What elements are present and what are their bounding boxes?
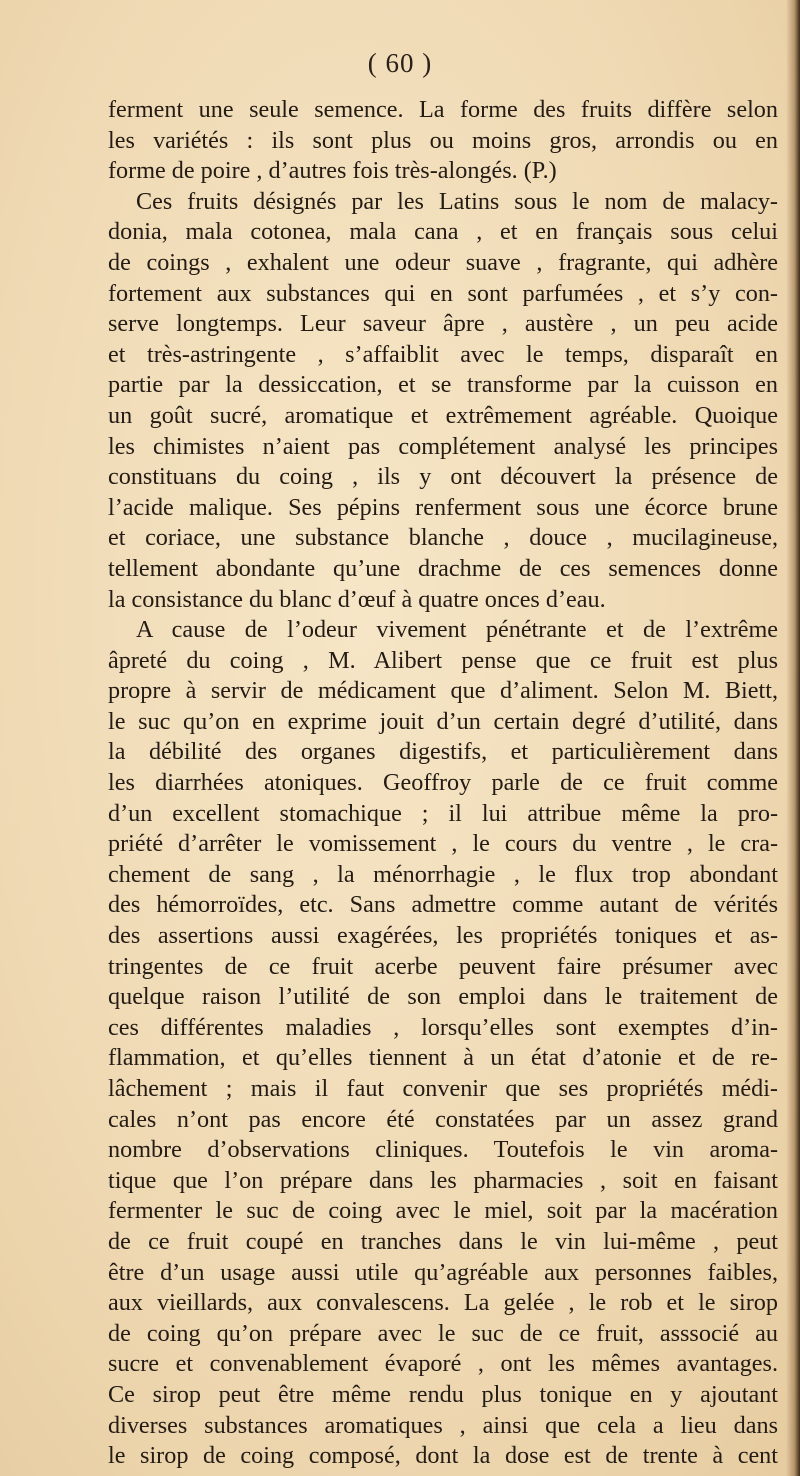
text-line: la débilité des organes digestifs, et particulièrement dans — [108, 738, 778, 766]
text-line: de ce fruit coupé en tranches dans le vin lui-même , peut — [108, 1227, 778, 1255]
text-line: l’acide malique. Ses pépins renferment sous une écorce brune — [108, 493, 778, 521]
text-line: la consistance du blanc d’œuf à quatre onces d’eau. — [108, 585, 606, 613]
text-line: ces différentes maladies , lorsqu’elles sont exemptes d’in- — [108, 1013, 778, 1041]
text-line: priété d’arrêter le vomissement , le cours du ventre , le cra- — [108, 830, 778, 858]
text-line: de coings , exhalent une odeur suave , fragrante, qui adhère — [108, 248, 778, 276]
text-line: tique que l’on prépare dans les pharmacies , soit en faisant — [108, 1166, 778, 1194]
text-line: fortement aux substances qui en sont parfumées , et s’y con- — [108, 279, 778, 307]
text-line: de coing qu’on prépare avec le suc de ce fruit, asssocié au — [108, 1319, 778, 1347]
text-line: constituans du coing , ils y ont découvert la présence de — [108, 463, 778, 491]
text-line: fermenter le suc de coing avec le miel, soit par la macération — [108, 1197, 778, 1225]
text-line: d’un excellent stomachique ; il lui attribue même la pro- — [108, 799, 778, 827]
text-line: être d’un usage aussi utile qu’agréable aux personnes faibles, — [108, 1258, 778, 1286]
text-line: et coriace, une substance blanche , douce , mucilagineuse, — [108, 524, 778, 552]
text-line: des hémorroïdes, etc. Sans admettre comme autant de vérités — [108, 891, 778, 919]
text-line: les variétés : ils sont plus ou moins gros, arrondis ou en — [108, 126, 778, 154]
text-line: les diarrhées atoniques. Geoffroy parle de ce fruit comme — [108, 769, 778, 797]
text-line: cales n’ont pas encore été constatées par un assez grand — [108, 1105, 778, 1133]
text-line: A cause de l’odeur vivement pénétrante et de l’extrême — [136, 616, 778, 644]
page-edge-shadow — [786, 0, 800, 1476]
text-line: flammation, et qu’elles tiennent à un état d’atonie et de re- — [108, 1044, 778, 1072]
text-line: donia, mala cotonea, mala cana , et en français sous celui — [108, 218, 778, 246]
text-line: aux vieillards, aux convalescens. La gelée , le rob et le sirop — [108, 1289, 778, 1317]
text-line: les chimistes n’aient pas complétement analysé les principes — [108, 432, 778, 460]
text-line: forme de poire , d’autres fois très-alongés. (P.) — [108, 157, 557, 185]
text-line: quelque raison l’utilité de son emploi dans le traitement de — [108, 983, 778, 1011]
text-line: partie par la dessiccation, et se transforme par la cuisson en — [108, 371, 778, 399]
text-line: diverses substances aromatiques , ainsi que cela a lieu dans — [108, 1411, 778, 1439]
text-line: âpreté du coing , M. Alibert pense que ce fruit est plus — [108, 646, 778, 674]
text-line: chement de sang , la ménorrhagie , le flux trop abondant — [108, 860, 778, 888]
text-line: et très-astringente , s’affaiblit avec le temps, disparaît en — [108, 340, 778, 368]
text-line: serve longtemps. Leur saveur âpre , austère , un peu acide — [108, 310, 778, 338]
text-line: un goût sucré, aromatique et extrêmement agréable. Quoique — [108, 401, 778, 429]
text-line: tringentes de ce fruit acerbe peuvent faire présumer avec — [108, 952, 778, 980]
text-line: sucre et convenablement évaporé , ont les mêmes avantages. — [108, 1350, 778, 1378]
text-line: des assertions aussi exagérées, les propriétés toniques et as- — [108, 922, 778, 950]
text-line: Ce sirop peut être même rendu plus tonique en y ajoutant — [108, 1380, 778, 1408]
text-line: Ces fruits désignés par les Latins sous le nom de malacy- — [136, 187, 778, 215]
text-line: lâchement ; mais il faut convenir que ses propriétés médi- — [108, 1075, 778, 1102]
page-number: ( 60 ) — [367, 48, 433, 78]
text-line: nombre d’observations cliniques. Toutefois le vin aroma- — [108, 1136, 778, 1164]
text-line: propre à servir de médicament que d’aliment. Selon M. Biett, — [108, 677, 778, 705]
body-text — [108, 95, 778, 1472]
text-line: le suc qu’on en exprime jouit d’un certain degré d’utilité, dans — [108, 707, 778, 735]
text-line: le sirop de coing composé, dont la dose est de trente à cent — [108, 1442, 778, 1470]
text-line: ferment une seule semence. La forme des fruits diffère selon — [108, 96, 778, 123]
text-line: tellement abondante qu’une drachme de ces semences donne — [108, 554, 778, 582]
